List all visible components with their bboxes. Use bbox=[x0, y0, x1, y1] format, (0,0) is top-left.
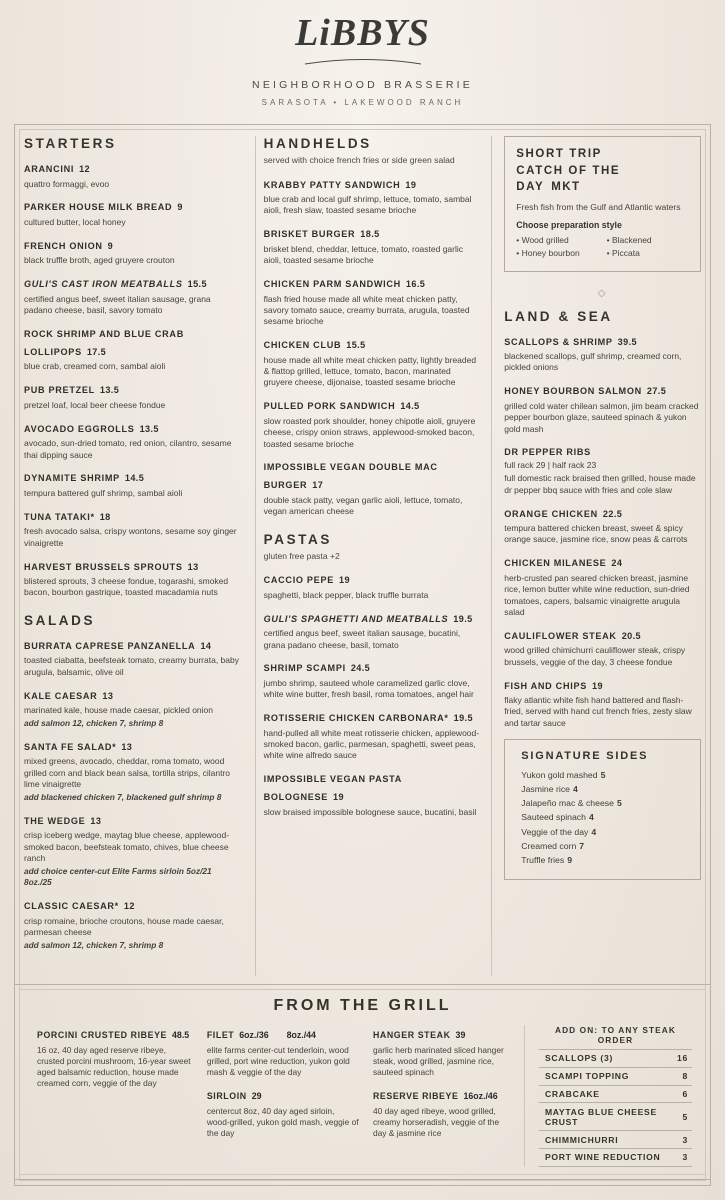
menu-item bbox=[504, 332, 701, 374]
menu-item-description: toasted ciabatta, beefsteak tomato, creamy burrata, baby arugula, balsamic, olive oil bbox=[24, 655, 239, 677]
grill-item-description: 16 oz, 40 day aged reserve ribeye, crusted porcini mushroom, 16-year sweet aged balsamic reduction, house made creamed corn, veggie of the day bbox=[37, 1044, 191, 1089]
menu-item-addon: add choice center-cut Elite Farms sirloin 5oz/21 8oz./25 bbox=[24, 865, 212, 888]
menu-item-description: herb-crusted pan seared chicken breast, jasmine rice, lemon butter white wine reduction, sun-dried tomatoes, capers, balsamic vinaigrette arugula salad bbox=[504, 572, 690, 617]
column-land-sea bbox=[491, 136, 701, 976]
restaurant-logo: LiBBYS bbox=[295, 12, 430, 54]
grill-body bbox=[15, 1015, 710, 1167]
addon-price: 6 bbox=[682, 1088, 688, 1099]
menu-item-price: 24.5 bbox=[350, 663, 371, 674]
menu-item-name: SCALLOPS & SHRIMP bbox=[504, 336, 613, 347]
menu-item-name: CAULIFLOWER STEAK bbox=[504, 630, 617, 641]
menu-item-addon-row bbox=[24, 940, 241, 951]
menu-item-description: double stack patty, vegan garlic aioli, lettuce, tomato, vegan american cheese bbox=[263, 494, 463, 517]
menu-item-price: 22.5 bbox=[602, 508, 623, 519]
signature-side-item bbox=[521, 825, 688, 839]
menu-item-name: DR PEPPER RIBS bbox=[504, 447, 591, 458]
addon-name: SCALLOPS (3) bbox=[544, 1053, 614, 1064]
prep-option: • Honey bourbon bbox=[516, 247, 580, 258]
menu-item bbox=[264, 224, 480, 266]
menu-item-addon: add blackened chicken 7, blackened gulf shrimp 8 bbox=[24, 791, 222, 802]
menu-item-price: 13.5 bbox=[139, 423, 159, 434]
menu-item bbox=[24, 274, 241, 316]
addon-row bbox=[539, 1067, 692, 1085]
menu-item bbox=[24, 236, 241, 267]
menu-item-description: flash fried house made all white meat chicken patty, savory tomato sauce, creamy burrata, arugula, toasted sesame brioche bbox=[263, 293, 470, 327]
menu-item-name: SHRIMP SCAMPI bbox=[263, 663, 346, 674]
menu-item bbox=[264, 396, 480, 450]
menu-item-price: 18.5 bbox=[360, 229, 380, 240]
menu-item-name: CHICKEN CLUB bbox=[263, 340, 342, 351]
menu-item-description: full domestic rack braised then grilled, house made dr pepper bbq sauce with fries and cole slaw bbox=[504, 473, 696, 495]
logo-locations: SARASOTA • LAKEWOOD RANCH bbox=[261, 97, 464, 107]
menu-item-name: GULI'S SPAGHETTI AND MEATBALLS bbox=[263, 613, 449, 624]
menu-item-description: quattro formaggi, evoo bbox=[24, 178, 110, 189]
column-starters-salads bbox=[24, 136, 255, 976]
menu-item bbox=[504, 442, 701, 496]
logo-subtitle: NEIGHBORHOOD BRASSERIE bbox=[252, 78, 473, 91]
addon-name: PORT WINE REDUCTION bbox=[544, 1152, 661, 1163]
signature-sides-box bbox=[504, 739, 701, 880]
grill-item bbox=[373, 1025, 514, 1078]
menu-item-description: blue crab, creamed corn, sambal aioli bbox=[24, 361, 166, 372]
grill-item-description: garlic herb marinated sliced hanger steak, wood grilled, jasmine rice, sauteed spinach bbox=[372, 1044, 504, 1077]
side-name: Truffle fries bbox=[521, 854, 565, 865]
menu-item-name: BURRATA CAPRESE PANZANELLA bbox=[24, 640, 196, 651]
grill-title: FROM THE GRILL bbox=[273, 997, 452, 1014]
menu-item-price: 19.5 bbox=[453, 613, 473, 624]
column-handhelds-pastas bbox=[255, 136, 492, 976]
menu-item bbox=[24, 324, 241, 373]
grill-item-price: 16oz./46 bbox=[463, 1091, 498, 1102]
grill-addons bbox=[524, 1025, 692, 1167]
menu-item-name: PUB PRETZEL bbox=[24, 385, 95, 396]
menu-item bbox=[504, 381, 701, 435]
menu-item-price: 18 bbox=[99, 511, 111, 522]
short-trip-title-line2 bbox=[516, 163, 689, 196]
pastas-note: gluten free pasta +2 bbox=[263, 550, 340, 561]
menu-item-description: grilled cold water chilean salmon, jim beam cracked pepper bourbon glaze, sauteed spinach & yukon gold mash bbox=[504, 400, 699, 434]
menu-item bbox=[264, 570, 480, 601]
menu-item-name: THE WEDGE bbox=[24, 815, 86, 826]
section-title-land-sea: LAND & SEA bbox=[504, 308, 613, 324]
menu-item-description: blackened scallops, gulf shrimp, creamed corn, pickled onions bbox=[504, 351, 682, 373]
menu-item-description: avocado, sun-dried tomato, red onion, cilantro, sesame thai dipping sauce bbox=[24, 438, 232, 460]
side-name: Jalapeño mac & cheese bbox=[521, 798, 614, 809]
menu-item-subline: full rack 29 | half rack 23 bbox=[504, 460, 597, 471]
menu-item-description: fresh avocado salsa, crispy wontons, sesame soy ginger vinaigrette bbox=[24, 526, 237, 548]
menu-item bbox=[264, 658, 480, 700]
short-trip-options bbox=[516, 234, 689, 260]
side-price: 9 bbox=[567, 854, 573, 865]
logo-swoosh-icon bbox=[303, 58, 423, 68]
menu-item-description: crisp romaine, brioche croutons, house made caesar, parmesan cheese bbox=[24, 915, 224, 937]
grill-item bbox=[207, 1086, 359, 1139]
menu-item-price: 19 bbox=[591, 680, 603, 691]
menu-item-description: brisket blend, cheddar, lettuce, tomato, roasted garlic aioli, toasted sesame brioche bbox=[263, 243, 464, 266]
menu-item-price: 13 bbox=[90, 815, 102, 826]
side-price: 5 bbox=[616, 798, 622, 809]
addon-row bbox=[539, 1085, 692, 1103]
addon-price: 5 bbox=[682, 1111, 688, 1122]
menu-item-name: CLASSIC CAESAR* bbox=[24, 901, 119, 912]
grill-item-name: SIRLOIN bbox=[206, 1091, 247, 1102]
menu-item-description: tempura battered chicken breast, sweet & spicy orange sauce, jasmine rice, snow peas & carrots bbox=[504, 523, 688, 545]
menu-item-price: 14.5 bbox=[400, 401, 420, 412]
menu-item-description: certified angus beef, sweet italian sausage, grana padano cheese, basil, savory tomato bbox=[24, 293, 211, 315]
side-price: 4 bbox=[573, 784, 578, 795]
menu-item-price: 9 bbox=[107, 240, 114, 251]
menu-item bbox=[24, 896, 241, 951]
short-trip-options-right bbox=[607, 234, 689, 260]
grill-item bbox=[37, 1025, 193, 1090]
menu-item-price: 19 bbox=[338, 575, 350, 586]
short-trip-catch-label: CATCH OF THE DAY bbox=[516, 164, 621, 194]
menu-item-description: house made all white meat chicken patty, lightly breaded & flattop grilled, lettuce, tomato, bacon, marinated gruyere cheese, dijonaise, toasted sesame brioche bbox=[263, 354, 477, 388]
menu-item-name: PULLED PORK SANDWICH bbox=[263, 401, 396, 412]
short-trip-box bbox=[504, 136, 701, 272]
menu-item-price: 17 bbox=[312, 480, 324, 491]
menu-item-price: 19 bbox=[405, 179, 417, 190]
menu-item bbox=[24, 507, 241, 549]
menu-item-price: 15.5 bbox=[187, 279, 207, 290]
section-starters bbox=[24, 136, 241, 599]
diamond-divider-icon: ◇ bbox=[597, 287, 608, 299]
menu-item-description: black truffle broth, aged gruyere crouton bbox=[24, 255, 175, 266]
menu-item-name: DYNAMITE SHRIMP bbox=[24, 473, 120, 484]
grill-item-description: centercut 8oz, 40 day aged sirloin, wood-grilled, yukon gold mash, veggie of the day bbox=[206, 1105, 359, 1139]
menu-item bbox=[504, 626, 701, 668]
grill-column-1 bbox=[37, 1025, 193, 1167]
menu-item-name: CACCIO PEPE bbox=[263, 575, 334, 586]
menu-item bbox=[24, 380, 241, 411]
short-trip-title-line1: SHORT TRIP bbox=[516, 148, 602, 160]
prep-option: • Wood grilled bbox=[516, 235, 569, 246]
signature-side-item bbox=[521, 768, 688, 782]
menu-item bbox=[264, 175, 480, 217]
menu-item bbox=[264, 609, 480, 651]
side-price: 4 bbox=[591, 826, 597, 837]
grill-item-price: 48.5 bbox=[172, 1030, 190, 1040]
menu-item bbox=[24, 159, 241, 190]
addons-title: ADD ON: TO ANY STEAK ORDER bbox=[554, 1025, 676, 1045]
menu-item bbox=[264, 274, 480, 328]
menu-item-name: KRABBY PATTY SANDWICH bbox=[263, 179, 401, 190]
side-price: 4 bbox=[588, 812, 594, 823]
menu-item-price: 19 bbox=[333, 792, 344, 803]
grill-item-description: elite farms center-cut tenderloin, wood grilled, port wine reduction, yukon gold mash & veggie of the day bbox=[206, 1044, 350, 1077]
menu-item bbox=[24, 419, 241, 461]
menu-item bbox=[504, 553, 701, 618]
menu-item bbox=[24, 737, 241, 804]
addon-price: 3 bbox=[682, 1152, 688, 1163]
menu-item-description: slow braised impossible bolognese sauce, bucatini, basil bbox=[263, 806, 477, 817]
side-name: Yukon gold mashed bbox=[521, 770, 598, 781]
addon-row bbox=[539, 1130, 692, 1148]
menu-item-price: 12 bbox=[79, 164, 90, 174]
menu-item bbox=[264, 457, 480, 517]
menu-item-description: hand-pulled all white meat rotisserie chicken, applewood-smoked bacon, garlic, parmesan, spaghetti, sweet peas, white wine alfredo sauce bbox=[263, 727, 480, 761]
addon-price: 3 bbox=[682, 1134, 688, 1145]
menu-item bbox=[504, 504, 701, 546]
menu-item-name: ROTISSERIE CHICKEN CARBONARA* bbox=[263, 713, 449, 724]
grill-item-name: PORCINI CRUSTED RIBEYE bbox=[37, 1030, 168, 1040]
menu-item-addon-row bbox=[24, 718, 241, 729]
short-trip-options-left bbox=[516, 234, 598, 260]
menu-item-price: 14.5 bbox=[124, 473, 145, 484]
menu-item bbox=[264, 335, 480, 389]
signature-side-item bbox=[521, 810, 688, 824]
menu-item-name: BRISKET BURGER bbox=[263, 229, 356, 240]
menu-item-price: 12 bbox=[123, 901, 135, 912]
menu-item-name: TUNA TATAKI* bbox=[24, 511, 95, 522]
grill-item-description: 40 day aged ribeye, wood grilled, creamy horseradish, veggie of the day & jasmine rice bbox=[372, 1105, 500, 1139]
side-price: 7 bbox=[579, 840, 585, 851]
short-trip-mkt: MKT bbox=[551, 181, 581, 194]
menu-item-addon: add salmon 12, chicken 7, shrimp 8 bbox=[24, 717, 164, 728]
menu-item-name: FRENCH ONION bbox=[24, 240, 103, 251]
signature-side-item bbox=[521, 796, 688, 810]
addon-name: SCAMPI TOPPING bbox=[544, 1071, 630, 1082]
menu-item bbox=[24, 636, 241, 678]
menu-item-description: crisp iceberg wedge, maytag blue cheese, applewood-smoked bacon, beefsteak tomato, chives, blue cheese ranch bbox=[24, 830, 230, 863]
menu-item-price: 13.5 bbox=[99, 385, 120, 396]
menu-item bbox=[24, 468, 241, 499]
short-trip-choose-label: Choose preparation style bbox=[516, 220, 622, 231]
grill-item-name: HANGER STEAK bbox=[372, 1030, 451, 1040]
prep-option: • Blackened bbox=[606, 235, 652, 246]
grill-item bbox=[373, 1086, 514, 1139]
menu-item-price: 20.5 bbox=[621, 630, 641, 641]
section-handhelds bbox=[264, 136, 480, 518]
menu-item-price: 13 bbox=[121, 741, 133, 752]
menu-item-description: pretzel loaf, local beer cheese fondue bbox=[24, 399, 166, 410]
signature-side-item bbox=[521, 782, 688, 796]
signature-sides-title: SIGNATURE SIDES bbox=[521, 750, 649, 763]
menu-columns bbox=[24, 136, 701, 976]
menu-item-price: 14 bbox=[200, 640, 212, 651]
side-price: 5 bbox=[600, 770, 606, 781]
addon-name: CRABCAKE bbox=[544, 1088, 600, 1099]
signature-side-item bbox=[521, 839, 688, 853]
grill-item-price: 29 bbox=[251, 1091, 262, 1102]
menu-item-price: 16.5 bbox=[405, 279, 426, 290]
short-trip-description: Fresh fish from the Gulf and Atlantic waters bbox=[516, 202, 681, 213]
prep-option: • Piccata bbox=[606, 247, 640, 258]
menu-item-name: HARVEST BRUSSELS SPROUTS bbox=[24, 561, 183, 572]
menu-item-price: 13 bbox=[102, 690, 114, 701]
menu-item-name: ROCK SHRIMP AND BLUE CRAB LOLLIPOPS bbox=[24, 328, 184, 357]
menu-item-description: slow roasted pork shoulder, honey chipotle aioli, gruyere cheese, crispy onion straws, applewood-smoked bacon, toasted sesame brioche bbox=[263, 415, 476, 449]
menu-item bbox=[264, 769, 480, 818]
menu-item-name: CHICKEN MILANESE bbox=[504, 558, 607, 569]
grill-column-2 bbox=[203, 1025, 359, 1167]
addon-price: 16 bbox=[677, 1053, 688, 1064]
menu-item-name: ARANCINI bbox=[24, 164, 75, 174]
side-name: Sauteed spinach bbox=[521, 812, 586, 823]
menu-item-description: cultured butter, local honey bbox=[24, 216, 126, 227]
handhelds-note: served with choice french fries or side green salad bbox=[263, 155, 455, 165]
grill-column-3 bbox=[369, 1025, 514, 1167]
menu-item-description: certified angus beef, sweet italian sausage, bucatini, grana padano cheese, basil, tomato bbox=[263, 628, 461, 650]
section-title-pastas: PASTAS bbox=[263, 531, 332, 547]
menu-item-price: 9 bbox=[177, 202, 183, 213]
grill-item-name: FILET bbox=[206, 1030, 235, 1040]
menu-item-description: flaky atlantic white fish hand battered and flash-fried, served with hand cut french fries, zesty slaw and tartar sauce bbox=[504, 695, 692, 728]
side-name: Veggie of the day bbox=[521, 826, 589, 837]
menu-item-name: ORANGE CHICKEN bbox=[504, 508, 598, 519]
menu-item-description: blue crab and local gulf shrimp, lettuce, tomato, sambal aioli, fresh slaw, toasted sesame brioche bbox=[263, 194, 472, 216]
menu-item-addon-row bbox=[24, 866, 241, 889]
section-title-salads: SALADS bbox=[24, 612, 96, 628]
menu-item bbox=[504, 676, 701, 730]
menu-item bbox=[24, 686, 241, 730]
addon-row bbox=[539, 1102, 692, 1130]
menu-item-name: FISH AND CHIPS bbox=[504, 680, 587, 691]
addon-row bbox=[539, 1049, 692, 1067]
menu-item-price: 27.5 bbox=[646, 386, 667, 397]
menu-item-price: 13 bbox=[187, 561, 199, 572]
menu-item-name: KALE CAESAR bbox=[24, 690, 98, 701]
addon-row bbox=[539, 1148, 692, 1167]
section-title-starters: STARTERS bbox=[24, 136, 117, 151]
menu-item-description: blistered sprouts, 3 cheese fondue, togarashi, smoked bacon, bourbon gastrique, toasted macadamia nuts bbox=[24, 576, 229, 598]
grill-item-price: 39 bbox=[455, 1030, 466, 1040]
grill-item-name: RESERVE RIBEYE bbox=[372, 1091, 459, 1102]
addon-name: CHIMMICHURRI bbox=[544, 1134, 619, 1145]
section-salads bbox=[24, 613, 241, 952]
side-name: Creamed corn bbox=[521, 840, 577, 851]
menu-item-name: IMPOSSIBLE VEGAN PASTA BOLOGNESE bbox=[263, 774, 402, 803]
menu-item-name: SANTA FE SALAD* bbox=[24, 741, 117, 752]
menu-item-description: spaghetti, black pepper, black truffle burrata bbox=[263, 589, 429, 600]
menu-item-addon-row bbox=[24, 792, 241, 803]
menu-item-price: 39.5 bbox=[617, 336, 637, 347]
signature-side-item bbox=[521, 853, 688, 867]
grill-item bbox=[207, 1025, 359, 1078]
menu-item bbox=[24, 811, 241, 889]
menu-item bbox=[264, 708, 480, 762]
menu-item-price: 24 bbox=[611, 558, 623, 569]
menu-item-name: IMPOSSIBLE VEGAN DOUBLE MAC BURGER bbox=[263, 462, 438, 491]
menu-item-description: jumbo shrimp, sauteed whole caramelized garlic clove, white wine butter, fresh basil, roma tomatoes, angel hair bbox=[263, 677, 474, 700]
menu-item-name: GULI'S CAST IRON MEATBALLS bbox=[24, 279, 183, 290]
menu-item-name: AVOCADO EGGROLLS bbox=[24, 423, 135, 434]
menu-item-name: PARKER HOUSE MILK BREAD bbox=[24, 202, 173, 213]
menu-item-name: HONEY BOURBON SALMON bbox=[504, 386, 642, 397]
menu-item-name: CHICKEN PARM SANDWICH bbox=[263, 279, 401, 290]
section-title-handhelds: HANDHELDS bbox=[263, 136, 372, 151]
grill-item-price-secondary: 8oz./44 bbox=[286, 1030, 316, 1040]
menu-item-description: tempura battered gulf shrimp, sambal aioli bbox=[24, 487, 183, 498]
menu-item bbox=[24, 197, 241, 228]
addon-name: MAYTAG BLUE CHEESE CRUST bbox=[544, 1106, 657, 1127]
grill-item-price: 6oz./36 bbox=[239, 1030, 269, 1040]
menu-item-description: marinated kale, house made caesar, pickled onion bbox=[24, 705, 214, 715]
menu-item-description: mixed greens, avocado, cheddar, roma tomato, wood grilled corn and black bean salsa, tortilla strips, cilantro lime vinaigrette bbox=[24, 756, 230, 789]
menu-item-price: 19.5 bbox=[453, 713, 473, 724]
section-pastas bbox=[264, 532, 480, 818]
menu-item-price: 15.5 bbox=[346, 340, 366, 351]
from-the-grill-section bbox=[14, 984, 711, 1180]
addon-price: 8 bbox=[682, 1071, 688, 1082]
side-name: Jasmine rice bbox=[521, 784, 571, 795]
restaurant-header bbox=[0, 0, 725, 107]
menu-item bbox=[24, 557, 241, 599]
menu-item-addon: add salmon 12, chicken 7, shrimp 8 bbox=[24, 939, 164, 950]
menu-item-price: 17.5 bbox=[86, 346, 107, 357]
menu-item-description: wood grilled chimichurri cauliflower steak, crispy brussels, veggie of the day, 3 cheese fondue bbox=[504, 645, 686, 667]
